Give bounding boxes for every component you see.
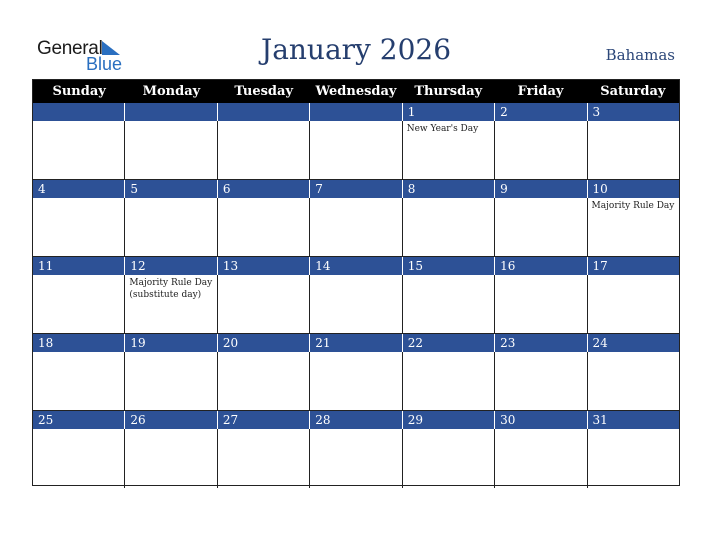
day-number: 28 bbox=[309, 411, 401, 429]
logo-word-blue: Blue bbox=[86, 54, 123, 74]
day-cell[interactable] bbox=[124, 121, 216, 179]
day-cell[interactable] bbox=[402, 352, 494, 410]
day-cell[interactable] bbox=[33, 352, 124, 410]
date-number-bar bbox=[33, 411, 679, 429]
day-number: 25 bbox=[38, 413, 54, 427]
day-number bbox=[217, 103, 309, 121]
day-number: 27 bbox=[217, 411, 309, 429]
day-number: 1 bbox=[402, 103, 494, 121]
day-number: 10 bbox=[587, 180, 679, 198]
day-number: 20 bbox=[217, 334, 309, 352]
holiday-label: New Year's Day bbox=[406, 124, 479, 134]
day-cells-row bbox=[33, 429, 679, 488]
day-number bbox=[33, 103, 124, 121]
day-number: 19 bbox=[124, 334, 216, 352]
day-cells-row bbox=[33, 121, 679, 180]
weeks-container bbox=[33, 103, 679, 488]
country-label: Bahamas bbox=[605, 46, 675, 64]
weekday-monday: Monday bbox=[142, 84, 201, 99]
day-number: 26 bbox=[124, 411, 216, 429]
day-cell[interactable] bbox=[124, 429, 216, 488]
day-number bbox=[124, 103, 216, 121]
day-cell[interactable] bbox=[402, 198, 494, 256]
day-number: 8 bbox=[402, 180, 494, 198]
day-cell[interactable] bbox=[587, 429, 679, 488]
logo-word-general: General bbox=[37, 38, 103, 59]
day-cell[interactable] bbox=[494, 275, 586, 333]
day-cell[interactable] bbox=[124, 198, 216, 256]
day-cell[interactable] bbox=[309, 198, 401, 256]
day-cell[interactable] bbox=[33, 198, 124, 256]
day-cell[interactable] bbox=[587, 198, 679, 256]
holiday-label: Majority Rule Day (substitute day) bbox=[129, 278, 213, 300]
calendar-week bbox=[33, 103, 679, 180]
day-cell[interactable] bbox=[217, 198, 309, 256]
day-cell[interactable] bbox=[402, 429, 494, 488]
day-cell[interactable] bbox=[33, 275, 124, 333]
day-number: 14 bbox=[309, 257, 401, 275]
day-cell[interactable] bbox=[217, 121, 309, 179]
date-number-bar bbox=[33, 103, 679, 121]
page-title: January 2026 bbox=[260, 33, 452, 66]
weekday-friday: Friday bbox=[517, 84, 564, 99]
day-cell[interactable] bbox=[494, 429, 586, 488]
day-cell[interactable] bbox=[587, 275, 679, 333]
holiday-label: Majority Rule Day bbox=[591, 201, 675, 211]
day-cell[interactable] bbox=[587, 121, 679, 179]
day-cells-row bbox=[33, 198, 679, 257]
day-number: 24 bbox=[587, 334, 679, 352]
weekday-wednesday: Wednesday bbox=[315, 84, 397, 99]
date-number-bar bbox=[33, 180, 679, 198]
weekday-sunday: Sunday bbox=[52, 84, 106, 99]
day-number: 16 bbox=[494, 257, 586, 275]
date-number-bar bbox=[33, 257, 679, 275]
weekday-tuesday: Tuesday bbox=[234, 84, 293, 99]
day-cell[interactable] bbox=[309, 429, 401, 488]
day-cell[interactable] bbox=[217, 275, 309, 333]
day-number bbox=[309, 103, 401, 121]
calendar-grid bbox=[32, 79, 680, 486]
day-number: 29 bbox=[402, 411, 494, 429]
day-number: 4 bbox=[38, 182, 46, 196]
day-cell[interactable] bbox=[33, 429, 124, 488]
day-number: 17 bbox=[587, 257, 679, 275]
day-number: 3 bbox=[587, 103, 679, 121]
day-number: 11 bbox=[38, 259, 54, 273]
day-cell[interactable] bbox=[494, 352, 586, 410]
day-cell[interactable] bbox=[587, 352, 679, 410]
day-number: 2 bbox=[494, 103, 586, 121]
calendar-week bbox=[33, 411, 679, 488]
weekday-saturday: Saturday bbox=[600, 84, 666, 99]
calendar-week bbox=[33, 257, 679, 334]
day-number: 15 bbox=[402, 257, 494, 275]
day-cell[interactable] bbox=[309, 352, 401, 410]
day-cell[interactable] bbox=[309, 121, 401, 179]
day-cell[interactable] bbox=[402, 275, 494, 333]
day-cells-row bbox=[33, 352, 679, 411]
calendar-week bbox=[33, 180, 679, 257]
day-number: 21 bbox=[309, 334, 401, 352]
calendar-week bbox=[33, 334, 679, 411]
day-number: 6 bbox=[217, 180, 309, 198]
day-number: 9 bbox=[494, 180, 586, 198]
day-cell[interactable] bbox=[33, 121, 124, 179]
day-number: 12 bbox=[124, 257, 216, 275]
weekday-thursday: Thursday bbox=[414, 84, 483, 99]
day-number: 13 bbox=[217, 257, 309, 275]
weekday-header bbox=[33, 80, 679, 103]
day-number: 31 bbox=[587, 411, 679, 429]
day-cell[interactable] bbox=[402, 121, 494, 179]
day-cell[interactable] bbox=[124, 352, 216, 410]
day-number: 5 bbox=[124, 180, 216, 198]
day-cell[interactable] bbox=[494, 198, 586, 256]
day-cell[interactable] bbox=[217, 352, 309, 410]
date-number-bar bbox=[33, 334, 679, 352]
day-cell[interactable] bbox=[309, 275, 401, 333]
day-number: 30 bbox=[494, 411, 586, 429]
day-cell[interactable] bbox=[494, 121, 586, 179]
day-number: 23 bbox=[494, 334, 586, 352]
day-number: 7 bbox=[309, 180, 401, 198]
day-cell[interactable] bbox=[217, 429, 309, 488]
day-cell[interactable] bbox=[124, 275, 216, 333]
day-number: 18 bbox=[38, 336, 54, 350]
day-cells-row bbox=[33, 275, 679, 334]
day-number: 22 bbox=[402, 334, 494, 352]
